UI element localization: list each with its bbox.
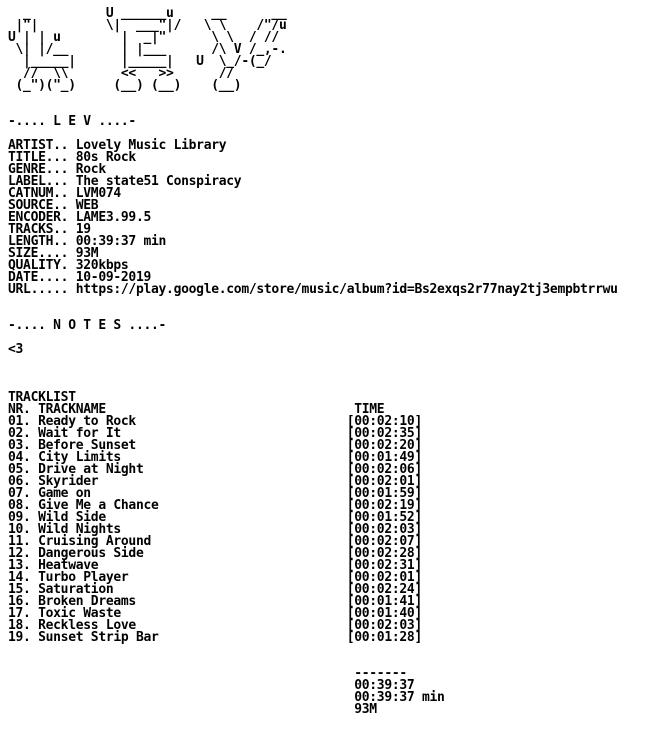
- info-genre: GENRE... Rock: [8, 162, 106, 177]
- total-time: 00:39:37: [8, 678, 415, 693]
- ascii-logo-line: // \\ << >> //: [8, 66, 234, 81]
- blank-line: [8, 380, 664, 392]
- info-encoder: ENCODER. LAME3.99.5: [8, 210, 152, 225]
- info-date: DATE.... 10-09-2019: [8, 270, 152, 285]
- info-length: LENGTH.. 00:39:37 min: [8, 234, 167, 249]
- track-row: 13. Heatwave [00:02:31]: [8, 558, 422, 573]
- totals-divider: -------: [8, 666, 407, 681]
- info-title: TITLE... 80s Rock: [8, 150, 136, 165]
- track-row: 04. City Limits [00:01:49]: [8, 450, 422, 465]
- blank-line: [8, 332, 664, 344]
- track-row: 10. Wild Nights [00:02:03]: [8, 522, 422, 537]
- blank-line: [8, 296, 664, 308]
- blank-line: [8, 368, 664, 380]
- total-length: 00:39:37 min: [8, 690, 445, 705]
- info-label: LABEL... The state51 Conspiracy: [8, 174, 242, 189]
- track-row: 05. Drive at Night [00:02:06]: [8, 462, 422, 477]
- track-row: 09. Wild Side [00:01:52]: [8, 510, 422, 525]
- tracklist-title: TRACKLIST: [8, 390, 76, 405]
- blank-line: [8, 92, 664, 104]
- track-row: 12. Dangerous Side [00:02:28]: [8, 546, 422, 561]
- track-row: 15. Saturation [00:02:24]: [8, 582, 422, 597]
- section-header-release: -.... L E V ....-: [8, 114, 136, 129]
- track-row: 08. Give Me a Chance [00:02:19]: [8, 498, 422, 513]
- info-source: SOURCE.. WEB: [8, 198, 99, 213]
- info-catnum: CATNUM.. LVM074: [8, 186, 121, 201]
- ascii-logo-line: \| |/__ | |___ /\ V /_,-.: [8, 42, 287, 57]
- info-tracks: TRACKS.. 19: [8, 222, 91, 237]
- track-row: 11. Cruising Around [00:02:07]: [8, 534, 422, 549]
- info-quality: QUALITY. 320kbps: [8, 258, 129, 273]
- track-row: 06. Skyrider [00:02:01]: [8, 474, 422, 489]
- track-row: 02. Wait for It [00:02:35]: [8, 426, 422, 441]
- track-row: 03. Before Sunset [00:02:20]: [8, 438, 422, 453]
- ascii-logo-line: (_")("_) (__) (__) (__): [8, 78, 242, 93]
- blank-line: [8, 644, 664, 656]
- track-row: 16. Broken Dreams [00:01:41]: [8, 594, 422, 609]
- track-row: 18. Reckless Love [00:02:03]: [8, 618, 422, 633]
- track-row: 07. Game on [00:01:59]: [8, 486, 422, 501]
- track-row: 14. Turbo Player [00:02:01]: [8, 570, 422, 585]
- info-url: URL..... https://play.google.com/store/music/album?id=Bs2exqs2r77nay2tj3empbtrrwu: [8, 282, 618, 297]
- ascii-logo-line: |_____| |_____| U \_/-(_/: [8, 54, 272, 69]
- notes-text: <3: [8, 342, 24, 357]
- track-row: 17. Toxic Waste [00:01:40]: [8, 606, 422, 621]
- blank-line: [8, 356, 664, 368]
- info-artist: ARTIST.. Lovely Music Library: [8, 138, 227, 153]
- ascii-logo-line: _ U ______u __ __: [8, 6, 287, 21]
- section-header-notes: -.... N O T E S ....-: [8, 318, 167, 333]
- ascii-logo-line: U | | u | _|" \ \ / //: [8, 30, 279, 45]
- track-row: 19. Sunset Strip Bar [00:01:28]: [8, 630, 422, 645]
- tracklist-header: NR. TRACKNAME TIME: [8, 402, 385, 417]
- ascii-logo-line: |"| \| ___"|/ \ \ /"/u: [8, 18, 287, 33]
- info-size: SIZE.... 93M: [8, 246, 99, 261]
- track-row: 01. Ready to Rock [00:02:10]: [8, 414, 422, 429]
- total-size: 93M: [8, 702, 377, 717]
